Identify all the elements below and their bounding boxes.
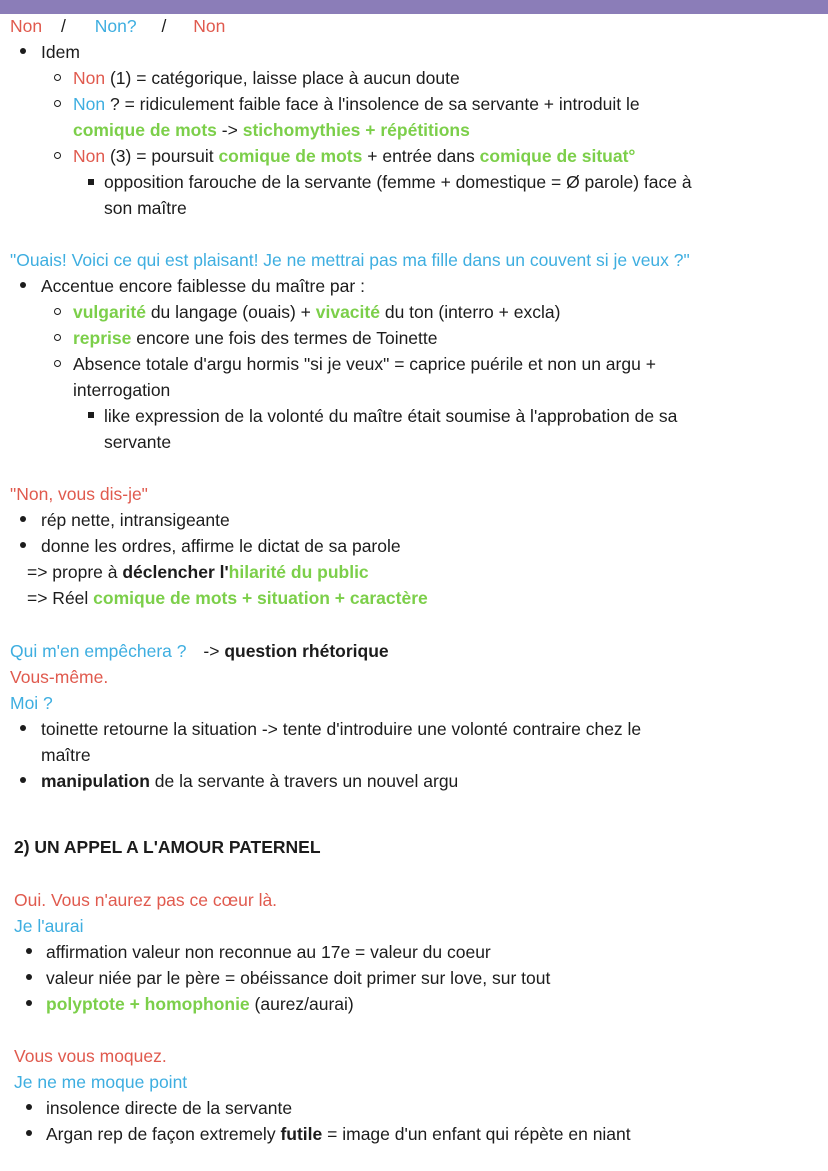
bullet-text-cont: servante: [104, 432, 172, 452]
bullet-text-cont: son maître: [104, 198, 187, 218]
bullet-disc: [20, 48, 26, 54]
bullet-disc: [26, 1104, 32, 1110]
bold-text: manipulation: [41, 771, 150, 791]
quote-word: Qui m'en empêchera ?: [10, 641, 187, 661]
bullet-text: donne les ordres, affirme le dictat de sa parole: [41, 536, 401, 556]
text: (3) = poursuit: [109, 146, 214, 166]
quote-line: "Non, vous dis-je": [10, 484, 148, 504]
text: Argan rep de façon extremely: [46, 1124, 276, 1144]
reply-non-1: Non: [10, 16, 43, 36]
text: ->: [203, 641, 220, 661]
header-line: [10, 13, 225, 39]
bullet-text-cont: maître: [41, 745, 91, 765]
bullet-square: [88, 179, 94, 185]
reply-line: Je l'aurai: [14, 916, 84, 936]
highlight: comique de situat°: [479, 146, 636, 166]
bullet-text: toinette retourne la situation -> tente d'introduire une volonté contraire chez le: [41, 719, 642, 739]
bullet-disc: [20, 516, 26, 522]
highlight: vivacité: [315, 302, 380, 322]
reply-line: Je ne me moque point: [14, 1072, 188, 1092]
arrow-line: [27, 585, 428, 611]
text: ? = ridiculement faible face à l'insolence de sa servante + introduit le: [109, 94, 640, 114]
bullet-text: [46, 1121, 631, 1147]
quote-line: "Ouais! Voici ce qui est plaisant! Je ne mettrai pas ma fille dans un couvent si je veux ?": [10, 250, 690, 270]
bullet-disc: [20, 777, 26, 783]
bullet-disc: [26, 948, 32, 954]
reply-non-3: Non: [193, 16, 226, 36]
text: (1) = catégorique, laisse place à aucun doute: [109, 68, 460, 88]
quote-word: Non: [73, 146, 106, 166]
bullet-text: opposition farouche de la servante (femme + domestique = Ø parole) face à: [104, 172, 692, 192]
text: encore une fois des termes de Toinette: [136, 328, 438, 348]
quote-word: Non: [73, 68, 106, 88]
bullet-circle: [54, 152, 61, 159]
bullet-disc: [26, 1000, 32, 1006]
bullet-text: [73, 299, 560, 325]
text: du langage (ouais) +: [150, 302, 311, 322]
bullet-text: valeur niée par le père = obéissance doit primer sur love, sur tout: [46, 968, 551, 988]
bullet-text: rép nette, intransigeante: [41, 510, 230, 530]
bullet-text: Absence totale d'argu hormis "si je veux" = caprice puérile et non un argu +: [73, 354, 656, 374]
reply-line: Vous-même.: [10, 667, 109, 687]
bold-text: déclencher l': [122, 562, 229, 582]
bullet-circle: [54, 334, 61, 341]
bullet-disc: [20, 542, 26, 548]
text: ->: [221, 120, 238, 140]
text: = image d'un enfant qui répète en niant: [327, 1124, 631, 1144]
highlight: hilarité du public: [228, 562, 369, 582]
bullet-disc: [26, 1130, 32, 1136]
text: => Réel: [27, 588, 89, 608]
bullet-text: [73, 91, 640, 117]
bullet-text: [73, 143, 635, 169]
separator: /: [60, 16, 66, 36]
bullet-text: [41, 768, 458, 794]
bullet-text: affirmation valeur non reconnue au 17e = valeur du coeur: [46, 942, 491, 962]
arrow-line: [27, 559, 369, 585]
text: du ton (interro + excla): [384, 302, 561, 322]
bullet-disc: [26, 974, 32, 980]
bullet-text: Idem: [41, 42, 80, 62]
separator: /: [161, 16, 167, 36]
highlight: comique de mots: [218, 146, 363, 166]
text: + entrée dans: [367, 146, 475, 166]
bullet-disc: [20, 282, 26, 288]
bullet-text-cont: interrogation: [73, 380, 171, 400]
text: de la servante à travers un nouvel argu: [154, 771, 459, 791]
bold-text: futile: [280, 1124, 323, 1144]
bullet-circle: [54, 360, 61, 367]
reply-line: Oui. Vous n'aurez pas ce cœur là.: [14, 890, 278, 910]
bullet-text-cont: [73, 117, 470, 143]
bullet-text: [73, 65, 460, 91]
bullet-text: like expression de la volonté du maître était soumise à l'approbation de sa: [104, 406, 678, 426]
highlight: reprise: [73, 328, 132, 348]
highlight: stichomythies + répétitions: [242, 120, 470, 140]
bullet-disc: [20, 725, 26, 731]
bold-text: question rhétorique: [224, 641, 389, 661]
reply-non-2: Non?: [94, 16, 137, 36]
highlight: vulgarité: [73, 302, 146, 322]
bullet-circle: [54, 308, 61, 315]
text: (aurez/aurai): [254, 994, 354, 1014]
text: => propre à: [27, 562, 118, 582]
highlight: comique de mots + situation + caractère: [93, 588, 428, 608]
top-accent-bar: [0, 0, 828, 14]
section-heading: 2) UN APPEL A L'AMOUR PATERNEL: [14, 837, 321, 857]
quote-word: Non: [73, 94, 106, 114]
reply-line: Vous vous moquez.: [14, 1046, 167, 1066]
bullet-circle: [54, 74, 61, 81]
bullet-text: insolence directe de la servante: [46, 1098, 293, 1118]
bullet-circle: [54, 100, 61, 107]
reply-line: Moi ?: [10, 693, 53, 713]
bullet-text: Accentue encore faiblesse du maître par :: [41, 276, 365, 296]
bullet-text: [46, 991, 354, 1017]
question-line: [10, 638, 389, 664]
highlight: comique de mots: [73, 120, 217, 140]
bullet-square: [88, 412, 94, 418]
highlight: polyptote + homophonie: [46, 994, 250, 1014]
bullet-text: [73, 325, 438, 351]
